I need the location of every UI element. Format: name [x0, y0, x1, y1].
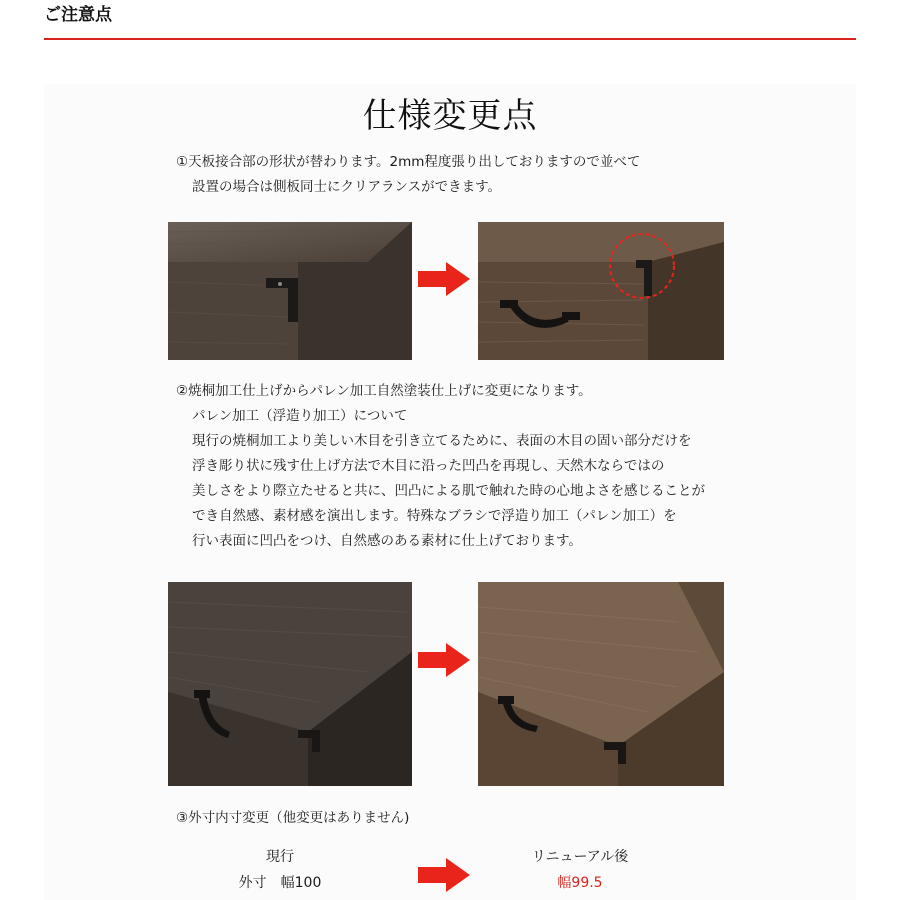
arrow-right-icon	[418, 643, 470, 681]
photo-old-finish	[168, 582, 412, 786]
spec-title: 仕様変更点	[362, 96, 538, 136]
renewal-size: 幅99.5	[557, 875, 603, 891]
spec-item-1-line: ①天板接合部の形状が替わります。2mm程度張り出しておりますので並べて	[176, 154, 641, 170]
spec-item-2-line: パレン加工（浮造り加工）について	[192, 408, 408, 424]
heading-divider	[44, 38, 856, 40]
spec-item-3	[176, 806, 409, 831]
spec-item-2-line: ②焼桐加工仕上げからパレン加工自然塗装仕上げに変更になります。	[176, 383, 592, 399]
photo-new-corner	[478, 222, 724, 360]
photo-old-corner	[168, 222, 412, 360]
spec-item-2-line: 浮き彫り状に残す仕上げ方法で木目に沿った凹凸を再現し、天然木ならではの	[192, 458, 665, 474]
spec-item-2	[176, 379, 705, 554]
section-heading: ご注意点	[44, 5, 112, 25]
spec-item-2-line: でき自然感、素材感を演出します。特殊なブラシで浮造り加工（パレン加工）を	[192, 508, 677, 524]
spec-item-2-line: 現行の焼桐加工より美しい木目を引き立てるために、表面の木目の固い部分だけを	[192, 433, 692, 449]
arrow-right-icon	[418, 858, 470, 896]
spec-item-1	[176, 150, 640, 200]
photo-new-finish	[478, 582, 724, 786]
spec-item-2-line: 美しさをより際立たせると共に、凹凸による肌で触れた時の心地よさを感じることが	[192, 483, 705, 499]
spec-item-2-line: 行い表面に凹凸をつけ、自然感のある素材に仕上げております。	[192, 533, 582, 549]
spec-item-3-line: ③外寸内寸変更（他変更はありません)	[176, 810, 410, 826]
current-label: 現行	[266, 849, 294, 865]
spec-item-1-line: 設置の場合は側板同士にクリアランスができます。	[192, 179, 502, 195]
arrow-right-icon	[418, 262, 470, 300]
renewal-label: リニューアル後	[531, 849, 629, 865]
current-size: 外寸 幅100	[238, 875, 322, 891]
